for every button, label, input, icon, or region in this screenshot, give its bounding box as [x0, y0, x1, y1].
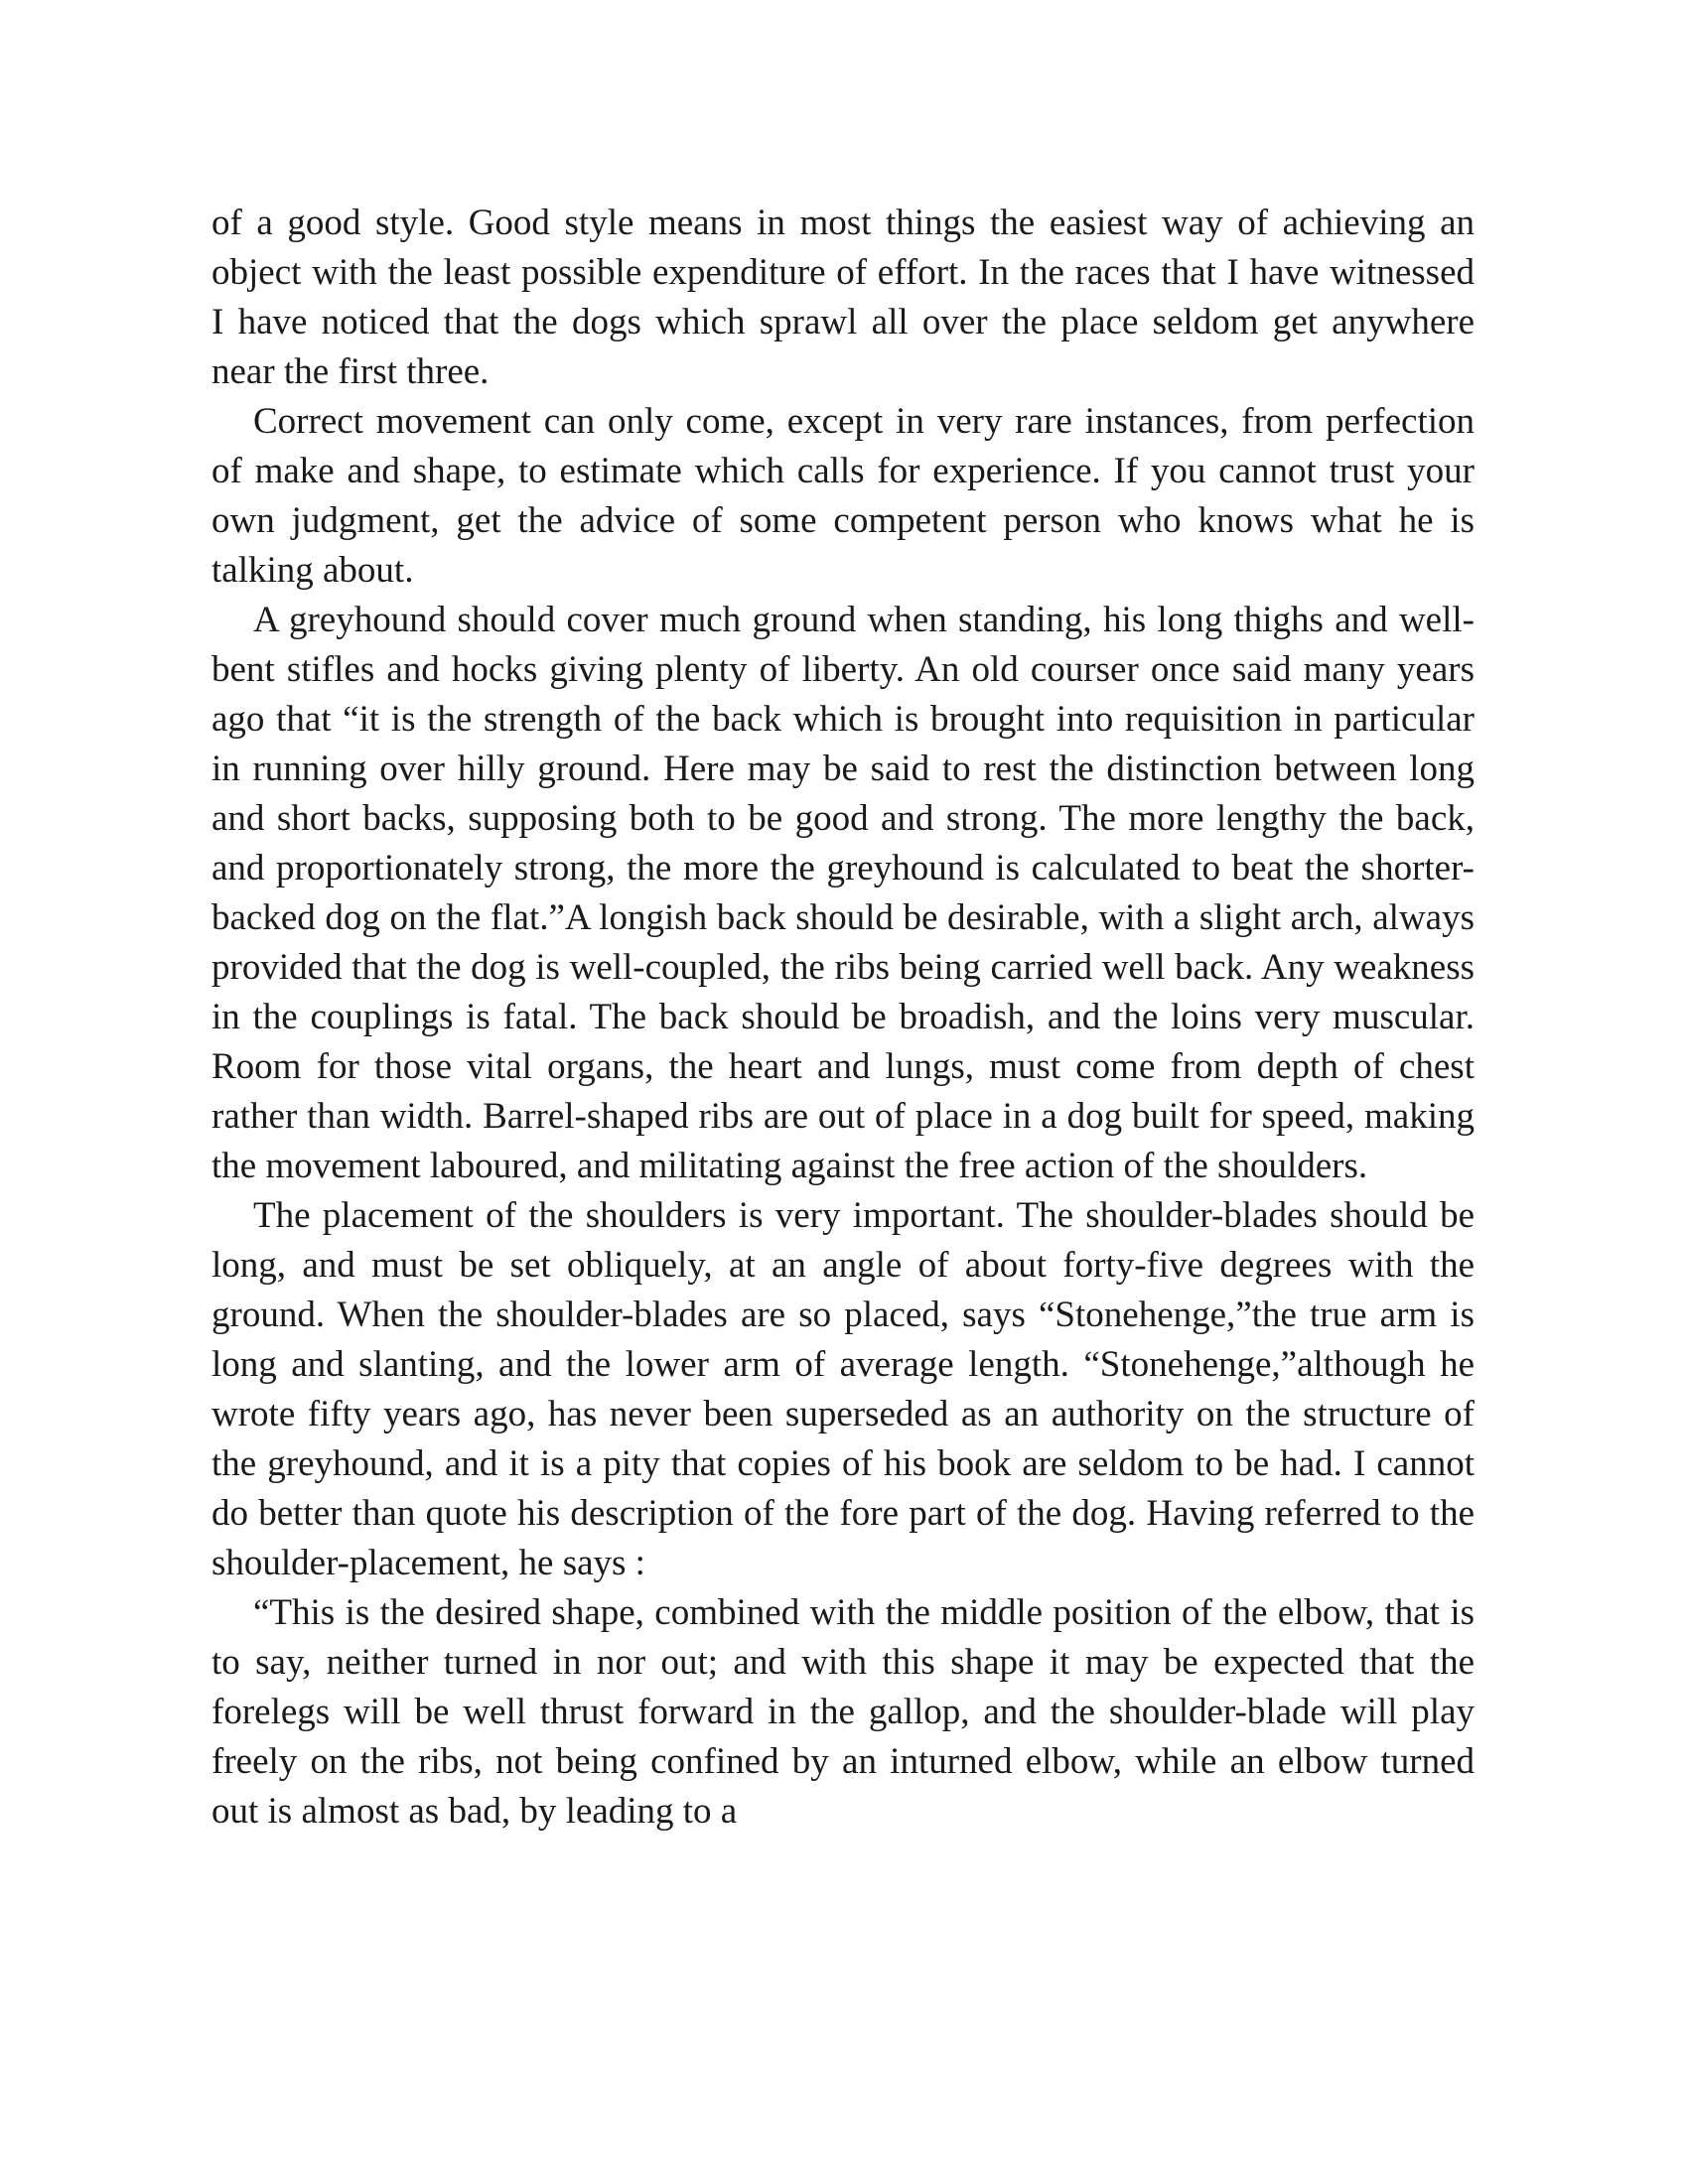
paragraph: Correct movement can only come, except in very rare instances, from perfection of make and shape, to estimate which calls for experience. If you cannot trust your own judgment, get the advice of some competent person who knows what he is talking about. — [211, 401, 1475, 591]
paragraph: The placement of the shoulders is very important. The shoulder-blades should be long, and must be set obliquely, at an angle of about forty-five degrees with the ground. When the shoulder-blades are so placed, says “Stonehenge,”the true arm is long and slanting, and the lower arm of average length. “Stonehenge,”although he wrote fifty years ago, has never been superseded as an authority on the structure of the greyhound, and it is a pity that copies of his book are seldom to be had. I cannot do better than quote his description of the fore part of the dog. Having referred to the shoulder-placement, he says : — [211, 1195, 1475, 1583]
paragraph: “This is the desired shape, combined with the middle position of the elbow, that is to say, neither turned in nor out; and with this shape it may be expected that the forelegs will be well thrust forward in the gallop, and the shoulder-blade will play freely on the ribs, not being confined by an inturned elbow, while an elbow turned out is almost as bad, by leading to a — [211, 1592, 1475, 1832]
paragraph: of a good style. Good style means in most things the easiest way of achieving an object with the least possible expenditure of effort. In the races that I have witnessed I have noticed that the dogs which sprawl all over the place seldom get anywhere near the first three. — [211, 203, 1475, 392]
body-text — [211, 199, 1475, 1837]
paragraph: A greyhound should cover much ground when standing, his long thighs and well-bent stifles and hocks giving plenty of liberty. An old courser once said many years ago that “it is the strength of the back which is brought into requisition in particular in running over hilly ground. Here may be said to rest the distinction between long and short backs, supposing both to be good and strong. The more lengthy the back, and proportionately strong, the more the greyhound is calculated to beat the shorter-backed dog on the flat.”A longish back should be desirable, with a slight arch, always provided that the dog is well-coupled, the ribs being carried well back. Any weakness in the couplings is fatal. The back should be broadish, and the loins very muscular. Room for those vital organs, the heart and lungs, must come from depth of chest rather than width. Barrel-shaped ribs are out of place in a dog built for speed, making the movement laboured, and militating against the free action of the shoulders. — [211, 600, 1475, 1186]
